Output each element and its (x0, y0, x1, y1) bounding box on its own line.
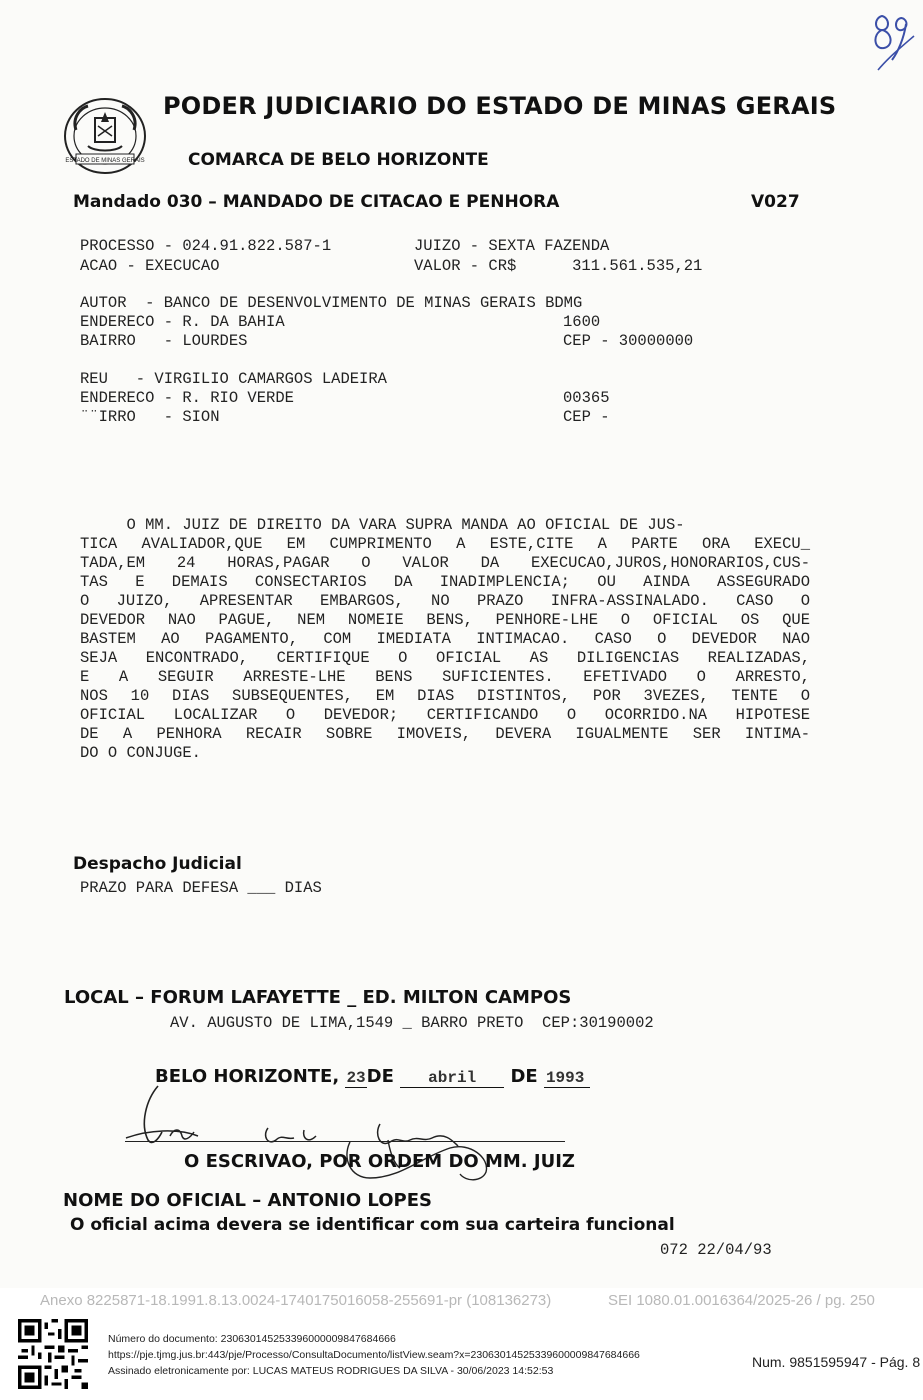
despacho-title: Despacho Judicial (73, 854, 242, 874)
date-year: 1993 (544, 1069, 590, 1088)
reu: REU - VIRGILIO CAMARGOS LADEIRA (80, 370, 387, 388)
body-line: NOS 10 DIAS SUBSEQUENTES, EM DIAS DISTINTOS, POR 3VEZES, TENTE O (80, 687, 810, 705)
date-day: 23 (346, 1069, 366, 1087)
form-code: V027 (751, 192, 800, 212)
prazo-defesa: PRAZO PARA DEFESA ___ DIAS (80, 879, 322, 897)
reu-endereco: ENDERECO - R. RIO VERDE (80, 389, 294, 407)
autor: AUTOR - BANCO DE DESENVOLVIMENTO DE MINAS GERAIS BDMG (80, 294, 583, 312)
date-de-2: DE (504, 1066, 544, 1087)
body-line: DO O CONJUGE. (80, 744, 201, 762)
document-url[interactable]: https://pje.tjmg.jus.br:443/pje/Processo/ConsultaDocumento/listView.seam?x=23063014525339600009847684666 (108, 1349, 640, 1361)
oficial-notice: O oficial acima devera se identificar com sua carteira funcional (70, 1215, 675, 1235)
court-title: PODER JUDICIARIO DO ESTADO DE MINAS GERAIS (163, 92, 837, 120)
autor-numero: 1600 (563, 313, 601, 331)
mandado-body (80, 516, 810, 763)
body-line: O JUIZO, APRESENTAR EMBARGOS, NO PRAZO INFRA-ASSINALADO. CASO O (80, 592, 810, 610)
body-line: DEVEDOR NAO PAGUE, NEM NOMEIE BENS, PENHORE-LHE O OFICIAL OS QUE (80, 611, 810, 629)
handwritten-page-number (868, 8, 918, 78)
annex-reference: Anexo 8225871-18.1991.8.13.0024-1740175016058-255691-pr (108136273) (40, 1292, 552, 1309)
autor-cep: CEP - 30000000 (563, 332, 694, 350)
coat-of-arms-seal (62, 96, 148, 176)
processo-number: PROCESSO - 024.91.822.587-1 (80, 237, 332, 255)
juizo: JUIZO - SEXTA FAZENDA (414, 237, 610, 255)
date-month: abril (400, 1069, 504, 1088)
body-line: OFICIAL LOCALIZAR O DEVEDOR; CERTIFICANDO O OCORRIDO.NA HIPOTESE (80, 706, 810, 724)
sei-reference: SEI 1080.01.0016364/2025-26 / pg. 250 (608, 1292, 875, 1309)
page-number: Num. 9851595947 - Pág. 8 (752, 1354, 921, 1370)
autor-endereco: ENDERECO - R. DA BAHIA (80, 313, 285, 331)
date-de-1: DE (366, 1066, 401, 1087)
reu-numero: 00365 (563, 389, 610, 407)
comarca-title: COMARCA DE BELO HORIZONTE (188, 150, 489, 170)
autor-bairro: BAIRRO - LOURDES (80, 332, 248, 350)
seal-text: ESTADO DE MINAS GERAIS (65, 158, 145, 164)
mandado-title: Mandado 030 – MANDADO DE CITACAO E PENHORA (73, 192, 560, 212)
date-city: BELO HORIZONTE, (155, 1066, 346, 1087)
valor: VALOR - CR$ 311.561.535,21 (414, 257, 703, 275)
body-line: DE A PENHORA RECAIR SOBRE IMOVEIS, DEVERA IGUALMENTE SER INTIMA- (80, 725, 810, 743)
body-line: TICA AVALIADOR,QUE EM CUMPRIMENTO A ESTE,CITE A PARTE ORA EXECU_ (80, 535, 810, 553)
body-line: E A SEGUIR ARRESTE-LHE BENS SUFICIENTES. EFETIVADO O ARRESTO, (80, 668, 810, 686)
reu-bairro: ¨¨IRRO - SION (80, 408, 220, 426)
acao: ACAO - EXECUCAO (80, 257, 220, 275)
oficial-name: NOME DO OFICIAL – ANTONIO LOPES (63, 1190, 432, 1211)
qr-code[interactable] (18, 1319, 88, 1389)
body-line: BASTEM AO PAGAMENTO, COM IMEDIATA INTIMACAO. CASO O DEVEDOR NAO (80, 630, 810, 648)
local-title: LOCAL – FORUM LAFAYETTE _ ED. MILTON CAMPOS (64, 987, 572, 1008)
electronic-signature: Assinado eletronicamente por: LUCAS MATEUS RODRIGUES DA SILVA - 30/06/2023 14:52:53 (108, 1365, 554, 1377)
body-line: TADA,EM 24 HORAS,PAGAR O VALOR DA EXECUCAO,JUROS,HONORARIOS,CUS- (80, 554, 810, 572)
body-line: SEJA ENCONTRADO, CERTIFIQUE O OFICIAL AS DILIGENCIAS REALIZADAS, (80, 649, 810, 667)
reu-cep: CEP - (563, 408, 610, 426)
forum-address: AV. AUGUSTO DE LIMA,1549 _ BARRO PRETO CEP:30190002 (170, 1014, 654, 1032)
body-line: O MM. JUIZ DE DIREITO DA VARA SUPRA MANDA AO OFICIAL DE JUS- (80, 516, 685, 534)
body-line: TAS E DEMAIS CONSECTARIOS DA INADIMPLENCIA; OU AINDA ASSEGURADO (80, 573, 810, 591)
document-number: Número do documento: 23063014525339600000984768466​6 (108, 1333, 396, 1345)
escrivao-label: O ESCRIVAO, POR ORDEM DO MM. JUIZ (184, 1151, 575, 1172)
form-footer-code: 072 22/04/93 (660, 1241, 772, 1259)
